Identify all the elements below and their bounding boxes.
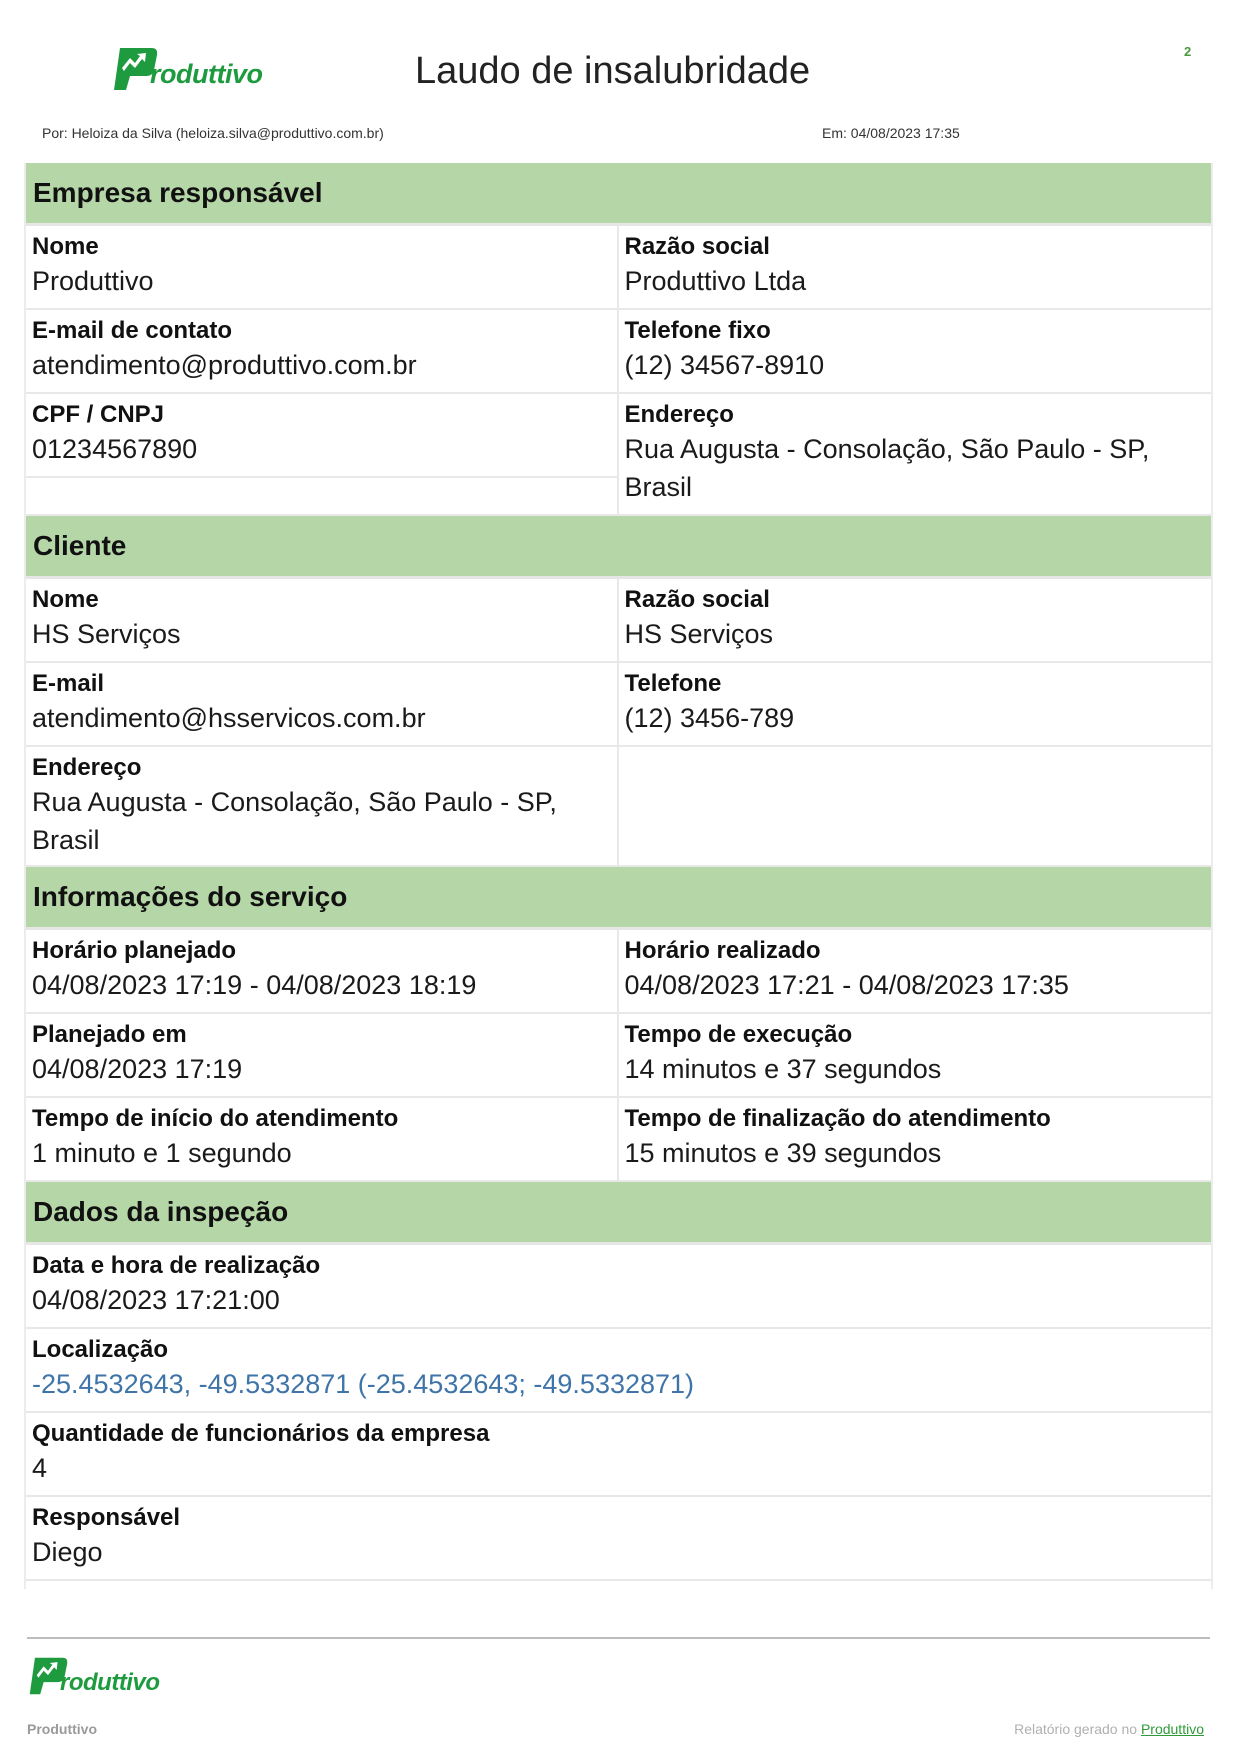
table-row bbox=[26, 663, 1211, 747]
field-label: Nome bbox=[32, 586, 99, 613]
field-value: atendimento@produttivo.com.br bbox=[32, 350, 417, 380]
field-label: Quantidade de funcionários da empresa bbox=[32, 1420, 490, 1447]
field-empresa-telefone bbox=[619, 310, 1212, 394]
table-bottom-spacer bbox=[26, 1581, 1211, 1589]
field-label: Endereço bbox=[624, 401, 734, 428]
field-label: Nome bbox=[32, 233, 99, 260]
table-row bbox=[26, 226, 1211, 310]
field-horario-planejado bbox=[26, 930, 619, 1014]
field-value: 15 minutos e 39 segundos bbox=[624, 1138, 942, 1168]
field-value: (12) 34567-8910 bbox=[624, 350, 825, 380]
field-value: (12) 3456-789 bbox=[624, 703, 795, 733]
field-label: Razão social bbox=[624, 586, 770, 613]
footer-divider bbox=[27, 1637, 1210, 1639]
field-value: 14 minutos e 37 segundos bbox=[624, 1054, 942, 1084]
date-line: Em: 04/08/2023 17:35 bbox=[822, 125, 960, 141]
field-label: Telefone bbox=[624, 670, 722, 697]
author-line: Por: Heloiza da Silva (heloiza.silva@produttivo.com.br) bbox=[42, 125, 384, 141]
field-empresa-nome bbox=[26, 226, 619, 310]
field-label: Localização bbox=[32, 1336, 169, 1363]
field-value: Produttivo Ltda bbox=[624, 266, 807, 296]
field-label: E-mail bbox=[32, 670, 105, 697]
table-row bbox=[26, 1413, 1211, 1497]
footer-generated-by bbox=[1014, 1721, 1204, 1737]
field-value: 04/08/2023 17:21:00 bbox=[32, 1285, 280, 1315]
field-value: Diego bbox=[32, 1537, 103, 1567]
field-value: 04/08/2023 17:21 - 04/08/2023 17:35 bbox=[624, 970, 1069, 1000]
table-row bbox=[26, 1329, 1211, 1413]
field-responsavel bbox=[26, 1497, 1211, 1581]
report-body bbox=[24, 163, 1213, 1589]
section-header-cliente: Cliente bbox=[26, 516, 1211, 579]
field-empresa-cpf-cnpj bbox=[26, 394, 619, 478]
field-value: HS Serviços bbox=[624, 619, 774, 649]
field-cliente-endereco bbox=[26, 747, 619, 867]
field-label: Responsável bbox=[32, 1504, 181, 1531]
field-label: Tempo de início do atendimento bbox=[32, 1105, 399, 1132]
generated-prefix: Relatório gerado no bbox=[1014, 1721, 1138, 1737]
left-column-stack bbox=[26, 394, 619, 516]
field-tempo-inicio bbox=[26, 1098, 619, 1182]
empty-cell bbox=[26, 478, 619, 516]
field-cliente-telefone bbox=[619, 663, 1212, 747]
page-title: Laudo de insalubridade bbox=[415, 50, 811, 92]
field-value: Rua Augusta - Consolação, São Paulo - SP, Brasil bbox=[624, 434, 1150, 502]
field-label: Horário realizado bbox=[624, 937, 821, 964]
field-cliente-nome bbox=[26, 579, 619, 663]
table-row bbox=[26, 1014, 1211, 1098]
section-header-inspecao: Dados da inspeção bbox=[26, 1182, 1211, 1245]
field-tempo-execucao bbox=[619, 1014, 1212, 1098]
field-localizacao bbox=[26, 1329, 1211, 1413]
field-value: 04/08/2023 17:19 bbox=[32, 1054, 243, 1084]
footer-logo bbox=[28, 1655, 159, 1697]
location-link[interactable]: -25.4532643, -49.5332871 (-25.4532643; -49.5332871) bbox=[32, 1369, 695, 1399]
field-quantidade-funcionarios bbox=[26, 1413, 1211, 1497]
section-header-servico: Informações do serviço bbox=[26, 867, 1211, 930]
field-empresa-endereco bbox=[619, 394, 1212, 516]
field-value: 1 minuto e 1 segundo bbox=[32, 1138, 292, 1168]
table-row bbox=[26, 579, 1211, 663]
field-label: Planejado em bbox=[32, 1021, 187, 1048]
table-row bbox=[26, 1245, 1211, 1329]
table-row bbox=[26, 394, 1211, 516]
field-label: CPF / CNPJ bbox=[32, 401, 165, 428]
field-planejado-em bbox=[26, 1014, 619, 1098]
section-header-empresa: Empresa responsável bbox=[26, 163, 1211, 226]
field-label: Tempo de finalização do atendimento bbox=[624, 1105, 1051, 1132]
field-value: 01234567890 bbox=[32, 434, 198, 464]
table-row bbox=[26, 1497, 1211, 1581]
field-data-hora-realizacao bbox=[26, 1245, 1211, 1329]
table-row bbox=[26, 1098, 1211, 1182]
logo-text: roduttivo bbox=[60, 1669, 160, 1696]
produttivo-link[interactable]: Produttivo bbox=[1140, 1721, 1204, 1737]
field-value: 04/08/2023 17:19 - 04/08/2023 18:19 bbox=[32, 970, 477, 1000]
report-header bbox=[0, 0, 1240, 160]
table-row bbox=[26, 930, 1211, 1014]
page-number: 2 bbox=[1184, 44, 1192, 59]
field-value: 4 bbox=[32, 1453, 48, 1483]
field-label: Horário planejado bbox=[32, 937, 237, 964]
field-value: Rua Augusta - Consolação, São Paulo - SP, Brasil bbox=[32, 787, 557, 855]
field-empresa-email bbox=[26, 310, 619, 394]
field-value: Produttivo bbox=[32, 266, 154, 296]
field-label: Razão social bbox=[624, 233, 770, 260]
field-label: Telefone fixo bbox=[624, 317, 771, 344]
field-label: Endereço bbox=[32, 754, 142, 781]
field-horario-realizado bbox=[619, 930, 1212, 1014]
logo-text: roduttivo bbox=[150, 59, 263, 89]
empty-cell bbox=[619, 747, 1212, 867]
table-row bbox=[26, 747, 1211, 867]
footer-company-name: Produttivo bbox=[27, 1721, 97, 1737]
field-label: Data e hora de realização bbox=[32, 1252, 321, 1279]
field-cliente-razao-social bbox=[619, 579, 1212, 663]
field-value: HS Serviços bbox=[32, 619, 181, 649]
field-label: E-mail de contato bbox=[32, 317, 233, 344]
produttivo-logo bbox=[112, 46, 262, 92]
table-row bbox=[26, 310, 1211, 394]
field-tempo-finalizacao bbox=[619, 1098, 1212, 1182]
field-value: atendimento@hsservicos.com.br bbox=[32, 703, 426, 733]
field-label: Tempo de execução bbox=[624, 1021, 853, 1048]
field-empresa-razao-social bbox=[619, 226, 1212, 310]
field-cliente-email bbox=[26, 663, 619, 747]
